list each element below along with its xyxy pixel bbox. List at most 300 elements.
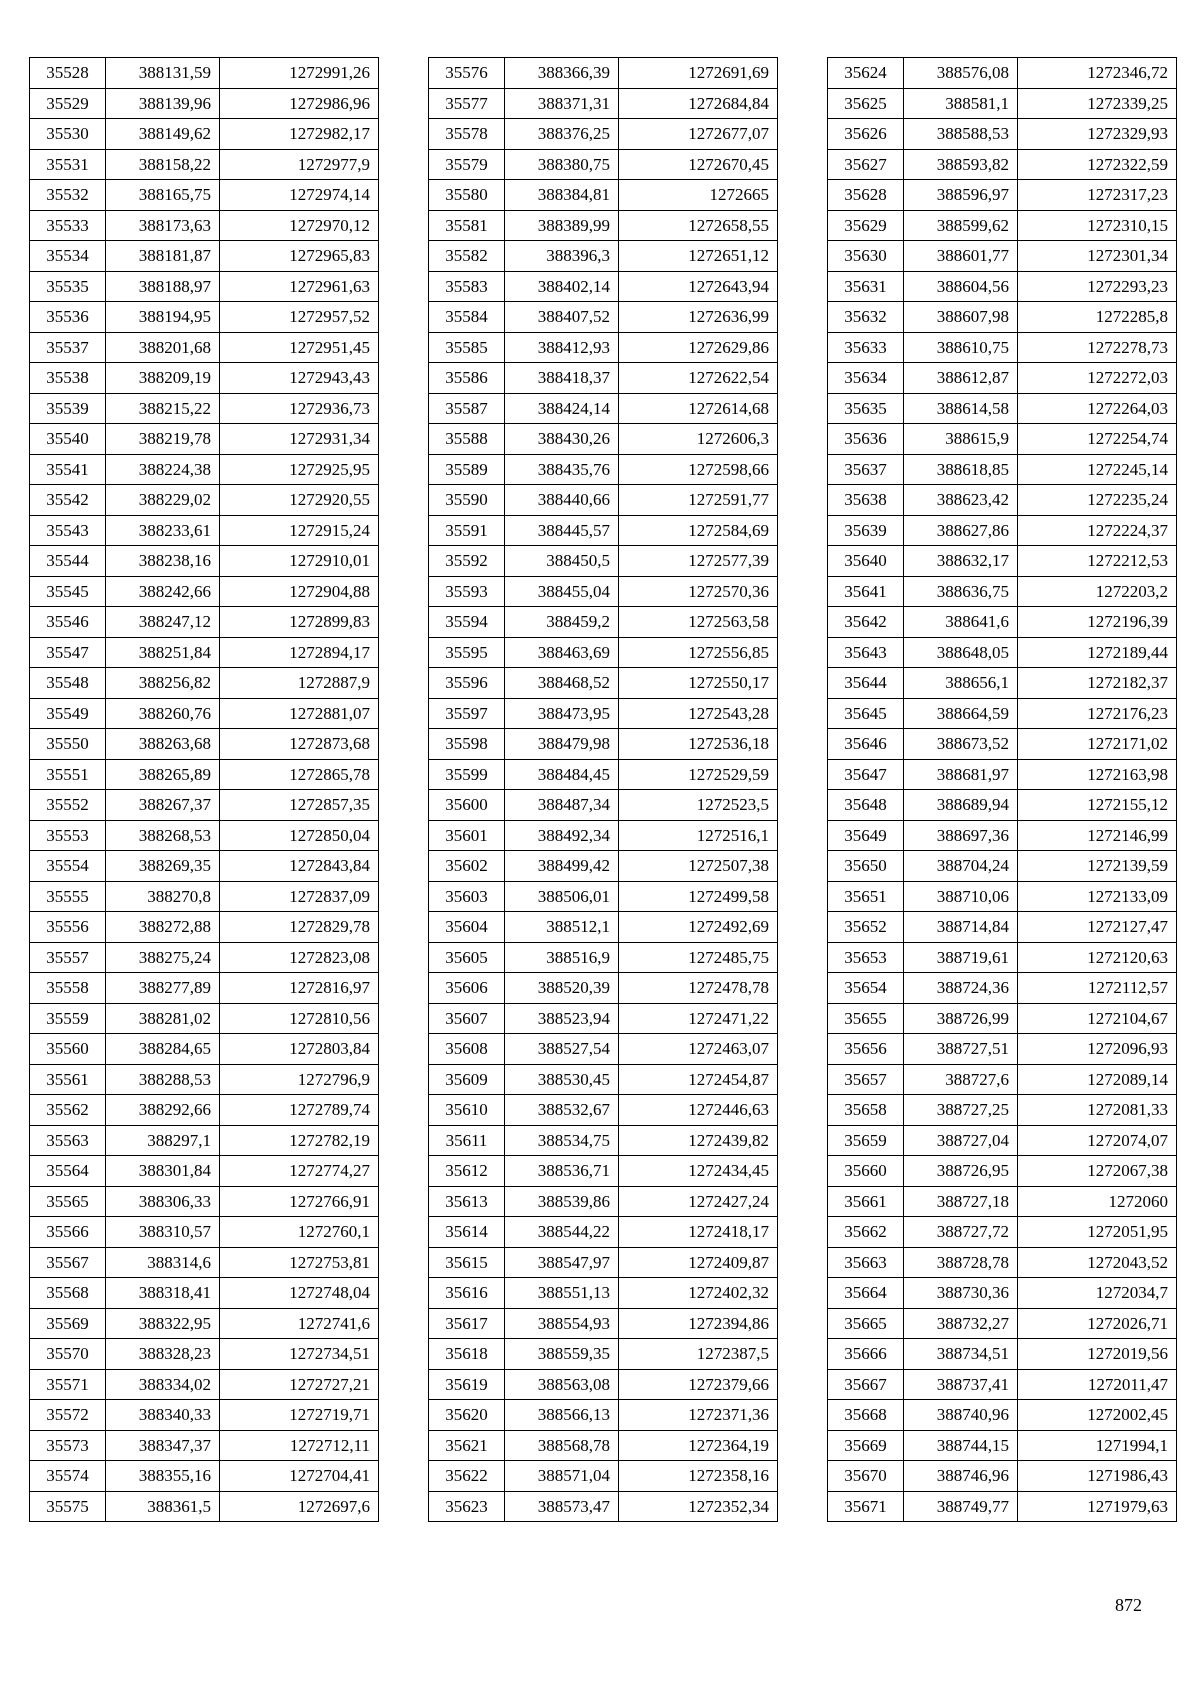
table-row [429,668,778,699]
table-row [828,1034,1177,1065]
x-coordinate-cell: 388573,47 [505,1491,619,1522]
x-coordinate-cell: 388215,22 [106,393,220,424]
x-coordinate-cell: 388281,02 [106,1003,220,1034]
table-row [828,698,1177,729]
x-coordinate-cell: 388710,06 [904,881,1018,912]
y-coordinate-cell: 1272155,12 [1018,790,1177,821]
point-number-cell: 35631 [828,271,904,302]
y-coordinate-cell: 1272224,37 [1018,515,1177,546]
table-row [828,668,1177,699]
point-number-cell: 35579 [429,149,505,180]
point-number-cell: 35624 [828,58,904,89]
y-coordinate-cell: 1272704,41 [220,1461,379,1492]
y-coordinate-cell: 1272727,21 [220,1369,379,1400]
point-number-cell: 35545 [30,576,106,607]
x-coordinate-cell: 388247,12 [106,607,220,638]
x-coordinate-cell: 388581,1 [904,88,1018,119]
table-row [828,1491,1177,1522]
y-coordinate-cell: 1272182,37 [1018,668,1177,699]
table-row [828,1186,1177,1217]
point-number-cell: 35606 [429,973,505,1004]
table-row [828,759,1177,790]
x-coordinate-cell: 388272,88 [106,912,220,943]
x-coordinate-cell: 388615,9 [904,424,1018,455]
table-row [429,454,778,485]
table-row [30,790,379,821]
x-coordinate-cell: 388536,71 [505,1156,619,1187]
point-number-cell: 35597 [429,698,505,729]
x-coordinate-cell: 388664,59 [904,698,1018,729]
table-row [828,1247,1177,1278]
table-row [30,759,379,790]
point-number-cell: 35529 [30,88,106,119]
table-row [30,1217,379,1248]
table-row [828,729,1177,760]
x-coordinate-cell: 388224,38 [106,454,220,485]
y-coordinate-cell: 1272910,01 [220,546,379,577]
table-row [429,1186,778,1217]
y-coordinate-cell: 1272146,99 [1018,820,1177,851]
x-coordinate-cell: 388242,66 [106,576,220,607]
x-coordinate-cell: 388181,87 [106,241,220,272]
y-coordinate-cell: 1272810,56 [220,1003,379,1034]
y-coordinate-cell: 1272894,17 [220,637,379,668]
table-row [429,912,778,943]
point-number-cell: 35584 [429,302,505,333]
point-number-cell: 35576 [429,58,505,89]
y-coordinate-cell: 1272346,72 [1018,58,1177,89]
table-row [828,485,1177,516]
x-coordinate-cell: 388627,86 [904,515,1018,546]
table-row [828,1095,1177,1126]
x-coordinate-cell: 388728,78 [904,1247,1018,1278]
x-coordinate-cell: 388402,14 [505,271,619,302]
x-coordinate-cell: 388601,77 [904,241,1018,272]
table-row [828,912,1177,943]
point-number-cell: 35612 [429,1156,505,1187]
y-coordinate-cell: 1272011,47 [1018,1369,1177,1400]
x-coordinate-cell: 388734,51 [904,1339,1018,1370]
y-coordinate-cell: 1272899,83 [220,607,379,638]
x-coordinate-cell: 388727,25 [904,1095,1018,1126]
x-coordinate-cell: 388314,6 [106,1247,220,1278]
table-row [30,1369,379,1400]
x-coordinate-cell: 388576,08 [904,58,1018,89]
table-row [429,1278,778,1309]
y-coordinate-cell: 1272748,04 [220,1278,379,1309]
y-coordinate-cell: 1272636,99 [619,302,778,333]
table-row [30,58,379,89]
x-coordinate-cell: 388384,81 [505,180,619,211]
table-row [429,210,778,241]
x-coordinate-cell: 388407,52 [505,302,619,333]
x-coordinate-cell: 388532,67 [505,1095,619,1126]
y-coordinate-cell: 1272843,84 [220,851,379,882]
y-coordinate-cell: 1272766,91 [220,1186,379,1217]
table-row [828,149,1177,180]
x-coordinate-cell: 388219,78 [106,424,220,455]
x-coordinate-cell: 388149,62 [106,119,220,150]
y-coordinate-cell: 1272920,55 [220,485,379,516]
y-coordinate-cell: 1272670,45 [619,149,778,180]
table-row [429,942,778,973]
y-coordinate-cell: 1272796,9 [220,1064,379,1095]
point-number-cell: 35594 [429,607,505,638]
x-coordinate-cell: 388209,19 [106,363,220,394]
y-coordinate-cell: 1272697,6 [220,1491,379,1522]
point-number-cell: 35592 [429,546,505,577]
x-coordinate-cell: 388284,65 [106,1034,220,1065]
table-row [828,1125,1177,1156]
x-coordinate-cell: 388648,05 [904,637,1018,668]
point-number-cell: 35560 [30,1034,106,1065]
y-coordinate-cell: 1272881,07 [220,698,379,729]
point-number-cell: 35549 [30,698,106,729]
table-row [429,1095,778,1126]
point-number-cell: 35668 [828,1400,904,1431]
table-row [429,1034,778,1065]
x-coordinate-cell: 388459,2 [505,607,619,638]
x-coordinate-cell: 388139,96 [106,88,220,119]
table-row [429,332,778,363]
table-row [30,1400,379,1431]
table-row [828,241,1177,272]
y-coordinate-cell: 1272957,52 [220,302,379,333]
point-number-cell: 35653 [828,942,904,973]
x-coordinate-cell: 388131,59 [106,58,220,89]
y-coordinate-cell: 1272427,24 [619,1186,778,1217]
x-coordinate-cell: 388301,84 [106,1156,220,1187]
y-coordinate-cell: 1272387,5 [619,1339,778,1370]
point-number-cell: 35623 [429,1491,505,1522]
point-number-cell: 35659 [828,1125,904,1156]
x-coordinate-cell: 388366,39 [505,58,619,89]
y-coordinate-cell: 1272970,12 [220,210,379,241]
x-coordinate-cell: 388593,82 [904,149,1018,180]
table-row [30,1278,379,1309]
x-coordinate-cell: 388596,97 [904,180,1018,211]
y-coordinate-cell: 1272034,7 [1018,1278,1177,1309]
y-coordinate-cell: 1272026,71 [1018,1308,1177,1339]
point-number-cell: 35541 [30,454,106,485]
point-number-cell: 35595 [429,637,505,668]
point-number-cell: 35615 [429,1247,505,1278]
point-number-cell: 35575 [30,1491,106,1522]
table-row [429,637,778,668]
point-number-cell: 35533 [30,210,106,241]
table-row [429,1339,778,1370]
table-row [30,149,379,180]
y-coordinate-cell: 1272651,12 [619,241,778,272]
table-row [429,119,778,150]
x-coordinate-cell: 388158,22 [106,149,220,180]
y-coordinate-cell: 1272789,74 [220,1095,379,1126]
table-row [30,1186,379,1217]
table-row [30,820,379,851]
y-coordinate-cell: 1272591,77 [619,485,778,516]
point-number-cell: 35556 [30,912,106,943]
x-coordinate-cell: 388450,5 [505,546,619,577]
y-coordinate-cell: 1272643,94 [619,271,778,302]
point-number-cell: 35586 [429,363,505,394]
y-coordinate-cell: 1272371,36 [619,1400,778,1431]
x-coordinate-cell: 388380,75 [505,149,619,180]
point-number-cell: 35663 [828,1247,904,1278]
y-coordinate-cell: 1272081,33 [1018,1095,1177,1126]
point-number-cell: 35536 [30,302,106,333]
y-coordinate-cell: 1272203,2 [1018,576,1177,607]
y-coordinate-cell: 1272499,58 [619,881,778,912]
x-coordinate-cell: 388744,15 [904,1430,1018,1461]
y-coordinate-cell: 1271986,43 [1018,1461,1177,1492]
x-coordinate-cell: 388487,34 [505,790,619,821]
point-number-cell: 35635 [828,393,904,424]
table-row [429,607,778,638]
y-coordinate-cell: 1272454,87 [619,1064,778,1095]
x-coordinate-cell: 388544,22 [505,1217,619,1248]
point-number-cell: 35548 [30,668,106,699]
table-row [828,1003,1177,1034]
x-coordinate-cell: 388563,08 [505,1369,619,1400]
y-coordinate-cell: 1272358,16 [619,1461,778,1492]
point-number-cell: 35580 [429,180,505,211]
table-row [30,1491,379,1522]
table-row [30,393,379,424]
x-coordinate-cell: 388607,98 [904,302,1018,333]
point-number-cell: 35662 [828,1217,904,1248]
table-row [429,1217,778,1248]
x-coordinate-cell: 388726,95 [904,1156,1018,1187]
point-number-cell: 35599 [429,759,505,790]
y-coordinate-cell: 1272196,39 [1018,607,1177,638]
x-coordinate-cell: 388523,94 [505,1003,619,1034]
x-coordinate-cell: 388719,61 [904,942,1018,973]
point-number-cell: 35591 [429,515,505,546]
y-coordinate-cell: 1272439,82 [619,1125,778,1156]
point-number-cell: 35671 [828,1491,904,1522]
x-coordinate-cell: 388376,25 [505,119,619,150]
x-coordinate-cell: 388412,93 [505,332,619,363]
point-number-cell: 35577 [429,88,505,119]
table-row [429,851,778,882]
x-coordinate-cell: 388727,18 [904,1186,1018,1217]
point-number-cell: 35607 [429,1003,505,1034]
x-coordinate-cell: 388512,1 [505,912,619,943]
point-number-cell: 35652 [828,912,904,943]
point-number-cell: 35664 [828,1278,904,1309]
table-row [429,1003,778,1034]
point-number-cell: 35574 [30,1461,106,1492]
y-coordinate-cell: 1272577,39 [619,546,778,577]
point-number-cell: 35649 [828,820,904,851]
y-coordinate-cell: 1272235,24 [1018,485,1177,516]
table-row [30,454,379,485]
point-number-cell: 35530 [30,119,106,150]
point-number-cell: 35630 [828,241,904,272]
point-number-cell: 35534 [30,241,106,272]
x-coordinate-cell: 388604,56 [904,271,1018,302]
table-row [30,1156,379,1187]
y-coordinate-cell: 1272120,63 [1018,942,1177,973]
y-coordinate-cell: 1272507,38 [619,851,778,882]
point-number-cell: 35661 [828,1186,904,1217]
table-row [429,576,778,607]
table-row [30,912,379,943]
y-coordinate-cell: 1272977,9 [220,149,379,180]
table-row [30,698,379,729]
coordinate-table-3 [827,57,1177,1522]
x-coordinate-cell: 388727,72 [904,1217,1018,1248]
table-row [30,851,379,882]
table-row [30,485,379,516]
table-row [429,485,778,516]
table-row [429,1064,778,1095]
y-coordinate-cell: 1272317,23 [1018,180,1177,211]
x-coordinate-cell: 388233,61 [106,515,220,546]
table-row [828,271,1177,302]
x-coordinate-cell: 388267,37 [106,790,220,821]
y-coordinate-cell: 1272278,73 [1018,332,1177,363]
table-row [429,790,778,821]
y-coordinate-cell: 1272951,45 [220,332,379,363]
table-row [429,546,778,577]
y-coordinate-cell: 1272339,25 [1018,88,1177,119]
x-coordinate-cell: 388732,27 [904,1308,1018,1339]
y-coordinate-cell: 1272516,1 [619,820,778,851]
point-number-cell: 35573 [30,1430,106,1461]
x-coordinate-cell: 388559,35 [505,1339,619,1370]
table-row [30,881,379,912]
x-coordinate-cell: 388268,53 [106,820,220,851]
point-number-cell: 35583 [429,271,505,302]
y-coordinate-cell: 1272418,17 [619,1217,778,1248]
table-row [828,607,1177,638]
point-number-cell: 35538 [30,363,106,394]
point-number-cell: 35636 [828,424,904,455]
y-coordinate-cell: 1272677,07 [619,119,778,150]
table-row [30,668,379,699]
y-coordinate-cell: 1272163,98 [1018,759,1177,790]
x-coordinate-cell: 388322,95 [106,1308,220,1339]
point-number-cell: 35547 [30,637,106,668]
table-row [828,119,1177,150]
point-number-cell: 35608 [429,1034,505,1065]
x-coordinate-cell: 388551,13 [505,1278,619,1309]
x-coordinate-cell: 388238,16 [106,546,220,577]
y-coordinate-cell: 1272658,55 [619,210,778,241]
y-coordinate-cell: 1272176,23 [1018,698,1177,729]
point-number-cell: 35613 [429,1186,505,1217]
y-coordinate-cell: 1272719,71 [220,1400,379,1431]
x-coordinate-cell: 388520,39 [505,973,619,1004]
table-row [30,1125,379,1156]
y-coordinate-cell: 1272691,69 [619,58,778,89]
table-row [30,363,379,394]
x-coordinate-cell: 388270,8 [106,881,220,912]
y-coordinate-cell: 1272402,32 [619,1278,778,1309]
table-row [429,973,778,1004]
y-coordinate-cell: 1272665 [619,180,778,211]
table-row [429,363,778,394]
table-row [828,88,1177,119]
table-row [30,607,379,638]
x-coordinate-cell: 388347,37 [106,1430,220,1461]
coordinate-table-2 [428,57,778,1522]
point-number-cell: 35628 [828,180,904,211]
point-number-cell: 35562 [30,1095,106,1126]
point-number-cell: 35633 [828,332,904,363]
coordinate-table-1 [29,57,379,1522]
point-number-cell: 35602 [429,851,505,882]
table-row [30,119,379,150]
point-number-cell: 35654 [828,973,904,1004]
y-coordinate-cell: 1272982,17 [220,119,379,150]
table-row [429,759,778,790]
point-number-cell: 35610 [429,1095,505,1126]
table-row [30,1430,379,1461]
table-row [828,332,1177,363]
point-number-cell: 35559 [30,1003,106,1034]
point-number-cell: 35551 [30,759,106,790]
x-coordinate-cell: 388547,97 [505,1247,619,1278]
table-row [429,1461,778,1492]
table-row [828,546,1177,577]
table-row [30,1003,379,1034]
x-coordinate-cell: 388697,36 [904,820,1018,851]
table-row [30,973,379,1004]
point-number-cell: 35540 [30,424,106,455]
x-coordinate-cell: 388610,75 [904,332,1018,363]
x-coordinate-cell: 388614,58 [904,393,1018,424]
y-coordinate-cell: 1272379,66 [619,1369,778,1400]
y-coordinate-cell: 1272712,11 [220,1430,379,1461]
y-coordinate-cell: 1272492,69 [619,912,778,943]
table-row [828,1400,1177,1431]
point-number-cell: 35532 [30,180,106,211]
y-coordinate-cell: 1272543,28 [619,698,778,729]
point-number-cell: 35666 [828,1339,904,1370]
point-number-cell: 35605 [429,942,505,973]
point-number-cell: 35643 [828,637,904,668]
point-number-cell: 35622 [429,1461,505,1492]
y-coordinate-cell: 1272127,47 [1018,912,1177,943]
y-coordinate-cell: 1272991,26 [220,58,379,89]
table-row [30,515,379,546]
x-coordinate-cell: 388430,26 [505,424,619,455]
y-coordinate-cell: 1272570,36 [619,576,778,607]
table-row [429,302,778,333]
table-row [30,271,379,302]
point-number-cell: 35535 [30,271,106,302]
table-row [429,515,778,546]
x-coordinate-cell: 388229,02 [106,485,220,516]
point-number-cell: 35570 [30,1339,106,1370]
table-row [828,1064,1177,1095]
point-number-cell: 35626 [828,119,904,150]
table-row [828,1278,1177,1309]
point-number-cell: 35669 [828,1430,904,1461]
y-coordinate-cell: 1271994,1 [1018,1430,1177,1461]
point-number-cell: 35554 [30,851,106,882]
point-number-cell: 35555 [30,881,106,912]
table-row [30,1308,379,1339]
point-number-cell: 35642 [828,607,904,638]
x-coordinate-cell: 388396,3 [505,241,619,272]
y-coordinate-cell: 1272310,15 [1018,210,1177,241]
y-coordinate-cell: 1272865,78 [220,759,379,790]
point-number-cell: 35550 [30,729,106,760]
table-row [828,58,1177,89]
